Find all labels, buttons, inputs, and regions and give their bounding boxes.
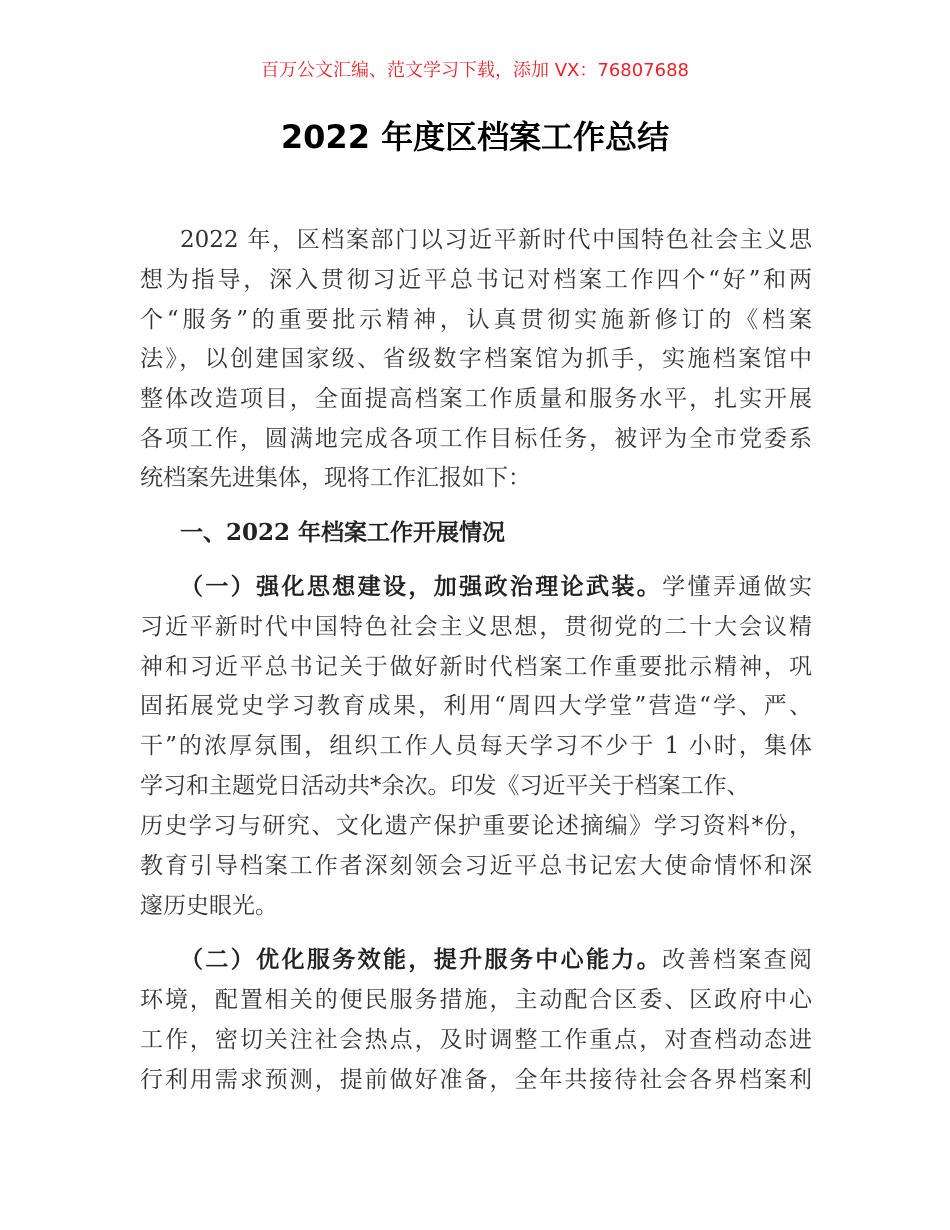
item2-heading: （二）优化服务效能，提升服务中心能力。 bbox=[180, 946, 663, 973]
text-line: 环境，配置相关的便民服务措施，主动配合区委、区政府中心 bbox=[140, 987, 812, 1013]
download-banner: 百万公文汇编、范文学习下载，添加 VX：76807688 bbox=[261, 60, 689, 81]
text-line: 邃历史眼光。 bbox=[140, 893, 278, 919]
text-line: 各项工作，圆满地完成各项工作目标任务，被评为全市党委系 bbox=[140, 426, 812, 452]
text-line: 教育引导档案工作者深刻领会习近平总书记宏大使命情怀和深 bbox=[140, 853, 812, 879]
text-line: 固拓展党史学习教育成果，利用“周四大学堂”营造“学、严、 bbox=[140, 693, 812, 719]
item1-text: 学懂弄通做实 bbox=[662, 574, 812, 600]
item1-heading: （一）强化思想建设，加强政治理论武装。 bbox=[180, 573, 663, 600]
text-line: 2022 年，区档案部门以习近平新时代中国特色社会主义思 bbox=[180, 227, 812, 253]
text-line: 干”的浓厚氛围，组织工作人员每天学习不少于 1 小时，集体 bbox=[140, 733, 812, 759]
text-line: 习近平新时代中国特色社会主义思想，贯彻党的二十大会议精 bbox=[140, 614, 812, 640]
text-line: 个“服务”的重要批示精神，认真贯彻实施新修订的《档案 bbox=[140, 307, 812, 333]
text-line: 工作，密切关注社会热点，及时调整工作重点，对查档动态进 bbox=[140, 1027, 812, 1053]
text-line: 整体改造项目，全面提高档案工作质量和服务水平，扎实开展 bbox=[140, 386, 812, 412]
text-line: 历史学习与研究、文化遗产保护重要论述摘编》学习资料*份， bbox=[140, 813, 812, 839]
text-line: 法》，以创建国家级、省级数字档案馆为抓手，实施档案馆中 bbox=[140, 346, 812, 372]
text-line: 行利用需求预测，提前做好准备，全年共接待社会各界档案利 bbox=[140, 1067, 812, 1093]
section-heading: 一、2022 年档案工作开展情况 bbox=[180, 519, 506, 546]
text-line: 学习和主题党日活动共*余次。印发《习近平关于档案工作、 bbox=[140, 773, 750, 799]
text-line: 神和习近平总书记关于做好新时代档案工作重要批示精神，巩 bbox=[140, 654, 812, 680]
document-title: 2022 年度区档案工作总结 bbox=[280, 118, 670, 156]
text-line: 统档案先进集体，现将工作汇报如下： bbox=[140, 465, 531, 491]
item2-text: 改善档案查阅 bbox=[662, 947, 812, 973]
text-line: 想为指导，深入贯彻习近平总书记对档案工作四个“好”和两 bbox=[140, 267, 812, 293]
text-line bbox=[180, 572, 812, 602]
text-line bbox=[180, 945, 812, 975]
